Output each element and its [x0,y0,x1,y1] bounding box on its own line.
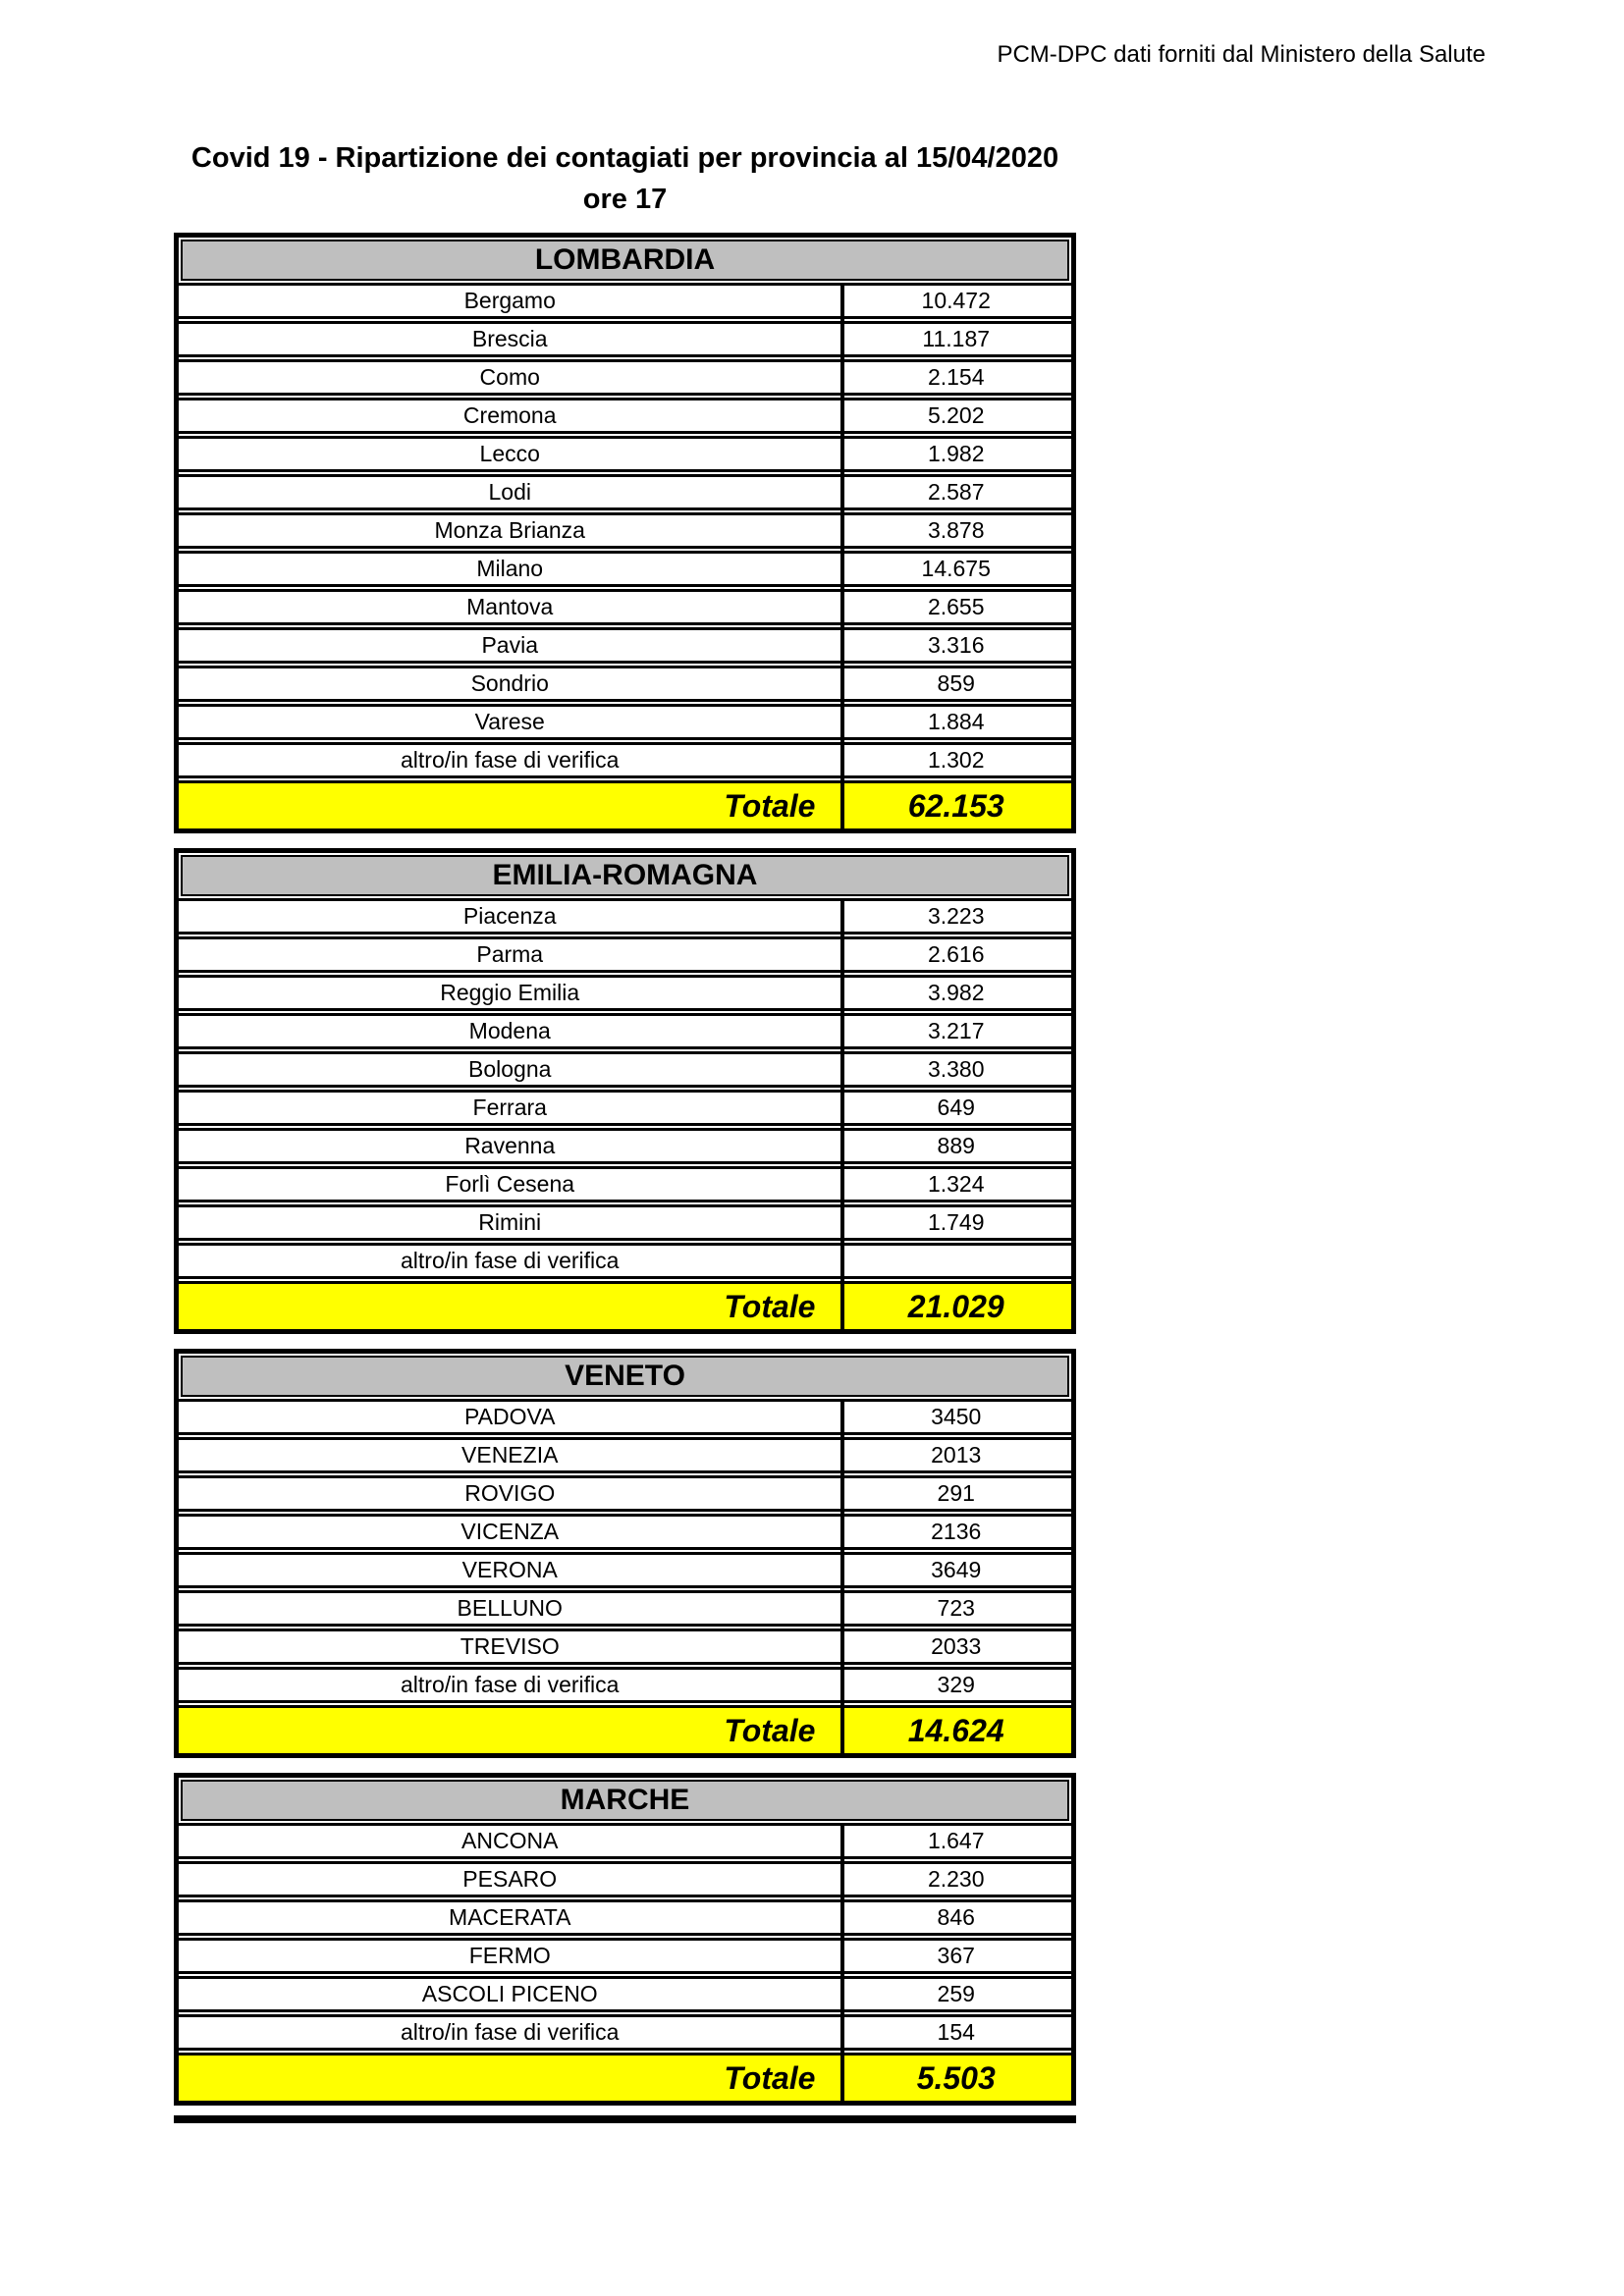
region-table [174,1773,1076,2106]
province-label: TREVISO [460,1633,560,1659]
total-label: Totale [724,788,816,824]
total-value: 5.503 [916,2060,996,2096]
table-row [179,512,1071,549]
table-row [179,589,1071,625]
table-row [179,742,1071,778]
total-row [179,780,1071,828]
table-row [179,321,1071,357]
province-value: 2136 [931,1519,982,1544]
total-row [179,1705,1071,1753]
province-label: Modena [468,1018,551,1043]
province-label: altro/in fase di verifica [401,1672,620,1697]
table-row [179,1013,1071,1049]
region-rows [179,283,1071,828]
table-row [179,1128,1071,1164]
table-row [179,898,1071,934]
province-value: 259 [937,1981,975,2006]
region-header: LOMBARDIA [181,240,1069,281]
total-label: Totale [724,1289,816,1324]
province-label: Piacenza [462,903,557,929]
province-label: VICENZA [460,1519,560,1544]
province-label: Rimini [478,1209,542,1235]
total-label: Totale [724,1713,816,1748]
province-value: 723 [937,1595,975,1621]
region-header: EMILIA-ROMAGNA [181,855,1069,896]
column-divider [840,1823,844,2101]
province-value: 5.202 [927,402,985,428]
table-row [179,627,1071,664]
province-label: Monza Brianza [434,517,585,543]
province-label: MACERATA [449,1904,571,1930]
province-value: 3649 [931,1557,982,1582]
table-row [179,1899,1071,1936]
province-value: 3.217 [927,1018,985,1043]
province-value: 329 [937,1672,975,1697]
province-label: Bologna [468,1056,552,1082]
province-label: Parma [476,941,544,967]
table-row [179,1204,1071,1241]
table-row [179,1399,1071,1435]
province-value: 2.587 [927,479,985,505]
province-label: altro/in fase di verifica [401,2019,620,2045]
table-row [179,1166,1071,1202]
table-row [179,283,1071,319]
table-row [179,704,1071,740]
region-table [174,848,1076,1334]
table-row [179,359,1071,396]
province-label: Reggio Emilia [440,980,580,1005]
province-label: Bergamo [463,288,556,313]
province-label: Ferrara [472,1095,547,1120]
province-label: PADOVA [464,1404,556,1429]
province-label: ANCONA [461,1828,559,1853]
table-row [179,1475,1071,1512]
province-value: 3.316 [927,632,985,658]
total-row [179,1281,1071,1329]
table-row [179,1051,1071,1088]
province-label: FERMO [468,1943,551,1968]
region-header: VENETO [181,1356,1069,1397]
table-row [179,1629,1071,1665]
column-divider [840,898,844,1329]
province-value: 291 [937,1480,975,1506]
table-row [179,1437,1071,1473]
region-rows [179,1399,1071,1753]
region-table [174,233,1076,833]
province-label: Pavia [481,632,538,658]
province-label: Varese [474,709,545,734]
province-value: 3450 [931,1404,982,1429]
table-row [179,1090,1071,1126]
province-label: Lecco [479,441,540,466]
province-value: 2.616 [927,941,985,967]
province-value: 10.472 [921,288,991,313]
province-value: 1.324 [927,1171,985,1197]
region-rows [179,1823,1071,2101]
province-label: Lodi [488,479,531,505]
province-label: Milano [476,556,544,581]
province-label: VERONA [461,1557,558,1582]
table-row [179,474,1071,510]
table-row [179,1861,1071,1897]
table-row [179,666,1071,702]
table-row [179,436,1071,472]
province-value: 14.675 [921,556,991,581]
page-title: Covid 19 - Ripartizione dei contagiati per provincia al 15/04/2020 [190,142,1059,174]
province-value: 3.223 [927,903,985,929]
province-label: PESARO [462,1866,558,1892]
table-row [179,398,1071,434]
region-rows [179,898,1071,1329]
province-value: 859 [937,670,975,696]
province-value: 1.749 [927,1209,985,1235]
province-value: 2033 [931,1633,982,1659]
province-value: 2.154 [927,364,985,390]
province-label: Brescia [471,326,548,351]
table-row [179,1938,1071,1974]
province-value: 154 [937,2019,975,2045]
column-divider [840,1399,844,1753]
title-block [174,137,1076,220]
province-value: 1.647 [927,1828,985,1853]
total-row [179,2053,1071,2101]
province-label: VENEZIA [461,1442,559,1468]
province-value: 1.302 [927,747,985,773]
table-row [179,1514,1071,1550]
province-label: Como [479,364,540,390]
province-value: 3.380 [927,1056,985,1082]
province-value: 3.982 [927,980,985,1005]
table-row [179,1590,1071,1627]
source-note: PCM-DPC dati forniti dal Ministero della Salute [997,41,1486,68]
province-label: ROVIGO [464,1480,556,1506]
table-row [179,551,1071,587]
province-value: 649 [937,1095,975,1120]
table-row [179,2014,1071,2051]
province-value: 367 [937,1943,975,1968]
province-label: Mantova [466,594,554,619]
province-value: 846 [937,1904,975,1930]
province-value: 1.982 [927,441,985,466]
province-value: 2013 [931,1442,982,1468]
province-label: altro/in fase di verifica [401,1248,620,1273]
province-value: 2.230 [927,1866,985,1892]
province-label: Cremona [462,402,557,428]
total-label: Totale [724,2060,816,2096]
page-subtitle: ore 17 [582,184,668,215]
table-row [179,936,1071,973]
total-value: 14.624 [907,1713,1004,1748]
province-value: 3.878 [927,517,985,543]
province-value: 11.187 [922,326,991,351]
region-tables [174,233,1076,2123]
table-row [179,1976,1071,2012]
province-value: 1.884 [927,709,985,734]
province-label: altro/in fase di verifica [401,747,620,773]
province-label: ASCOLI PICENO [421,1981,598,2006]
total-value: 21.029 [907,1289,1004,1324]
province-value: 2.655 [927,594,985,619]
table-row [179,1243,1071,1279]
table-row [179,1552,1071,1588]
total-value: 62.153 [907,788,1004,824]
region-header: MARCHE [181,1780,1069,1821]
province-value: 889 [937,1133,975,1158]
table-row [179,975,1071,1011]
province-label: Ravenna [464,1133,556,1158]
province-label: Forlì Cesena [445,1171,575,1197]
column-divider [840,283,844,828]
table-row [179,1823,1071,1859]
region-table [174,1349,1076,1758]
table-row [179,1667,1071,1703]
bottom-rule [174,2115,1076,2123]
province-label: BELLUNO [457,1595,563,1621]
province-label: Sondrio [470,670,549,696]
